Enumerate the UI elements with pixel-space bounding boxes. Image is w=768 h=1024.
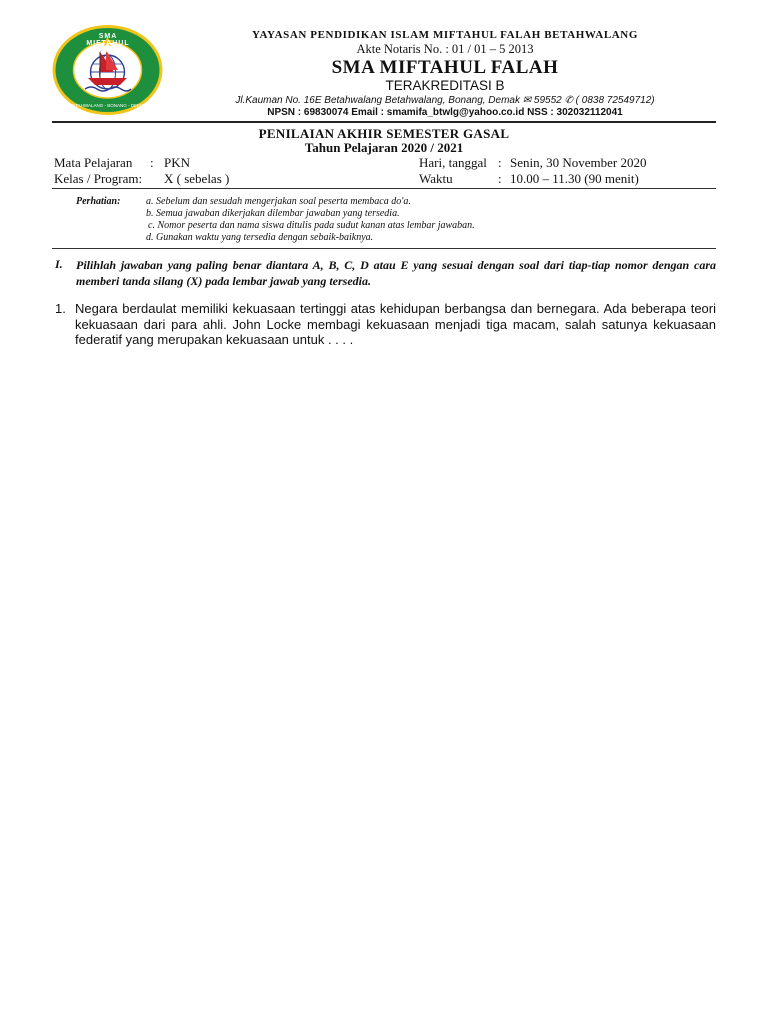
section-instruction: Pilihlah jawaban yang paling benar diantara A, B, C, D atau E yang sesuai dengan soal dari tiap-tiap nomor dengan cara memberi tanda silang (X) pada lembar jawab yang tersedia. — [76, 258, 716, 288]
info-divider — [52, 188, 716, 189]
section-number: I. — [55, 257, 63, 271]
attention-item: c. Nomor peserta dan nama siswa ditulis pada sudut kanan atas lembar jawaban. — [148, 220, 475, 231]
attention-divider — [52, 248, 716, 249]
class-value: X ( sebelas ) — [164, 171, 230, 186]
day-separator: : — [498, 155, 502, 170]
school-address: Jl.Kauman No. 16E Betahwalang Betahwalang, Bonang, Demak ✉ 59552 ✆ ( 0838 72549712) — [235, 95, 655, 106]
attention-item: b. Semua jawaban dikerjakan dilembar jawaban yang tersedia. — [146, 208, 400, 219]
exam-title: PENILAIAN AKHIR SEMESTER GASAL — [258, 126, 510, 141]
notary-deed: Akte Notaris No. : 01 / 01 – 5 2013 — [356, 42, 534, 56]
foundation-name: YAYASAN PENDIDIKAN ISLAM MIFTAHUL FALAH BETAHWALANG — [251, 29, 638, 41]
accreditation: TERAKREDITASI B — [385, 78, 505, 93]
attention-label: Perhatian: — [76, 196, 121, 207]
day-label: Hari, tanggal — [419, 155, 487, 170]
subject-value: PKN — [164, 155, 191, 170]
question-number: 1. — [55, 301, 66, 316]
question-text: Negara berdaulat memiliki kekuasaan tertinggi atas kehidupan berbangsa dan bernegara. Ada beberapa teori kekuasaan dari para ahli. John Locke membagi kekuasaan menjadi tiga macam, salah satunya kekuasaan federatif yang merupakan kekuasaan untuk . . . . — [75, 301, 716, 348]
subject-label: Mata Pelajaran — [54, 155, 133, 170]
time-label: Waktu — [419, 171, 453, 186]
school-name: SMA MIFTAHUL FALAH — [331, 57, 559, 78]
time-value: 10.00 – 11.30 (90 menit) — [510, 171, 639, 186]
logo-text-bottom: BETAHWALANG - BONANG - DEMAK — [69, 103, 147, 108]
school-ids: NPSN : 69830074 Email : smamifa_btwlg@yahoo.co.id NSS : 302032112041 — [267, 107, 623, 118]
subject-separator: : — [150, 155, 154, 170]
day-value: Senin, 30 November 2020 — [510, 155, 647, 170]
header-divider — [52, 121, 716, 123]
attention-item: d. Gunakan waktu yang tersedia dengan sebaik-baiknya. — [146, 232, 374, 243]
time-separator: : — [498, 171, 502, 186]
logo-text-top: SMA MIFTAHUL FALAH — [86, 33, 130, 54]
exam-year: Tahun Pelajaran 2020 / 2021 — [304, 140, 464, 155]
attention-item: a. Sebelum dan sesudah mengerjakan soal peserta membaca do'a. — [146, 196, 411, 207]
class-label: Kelas / Program: — [54, 171, 143, 186]
